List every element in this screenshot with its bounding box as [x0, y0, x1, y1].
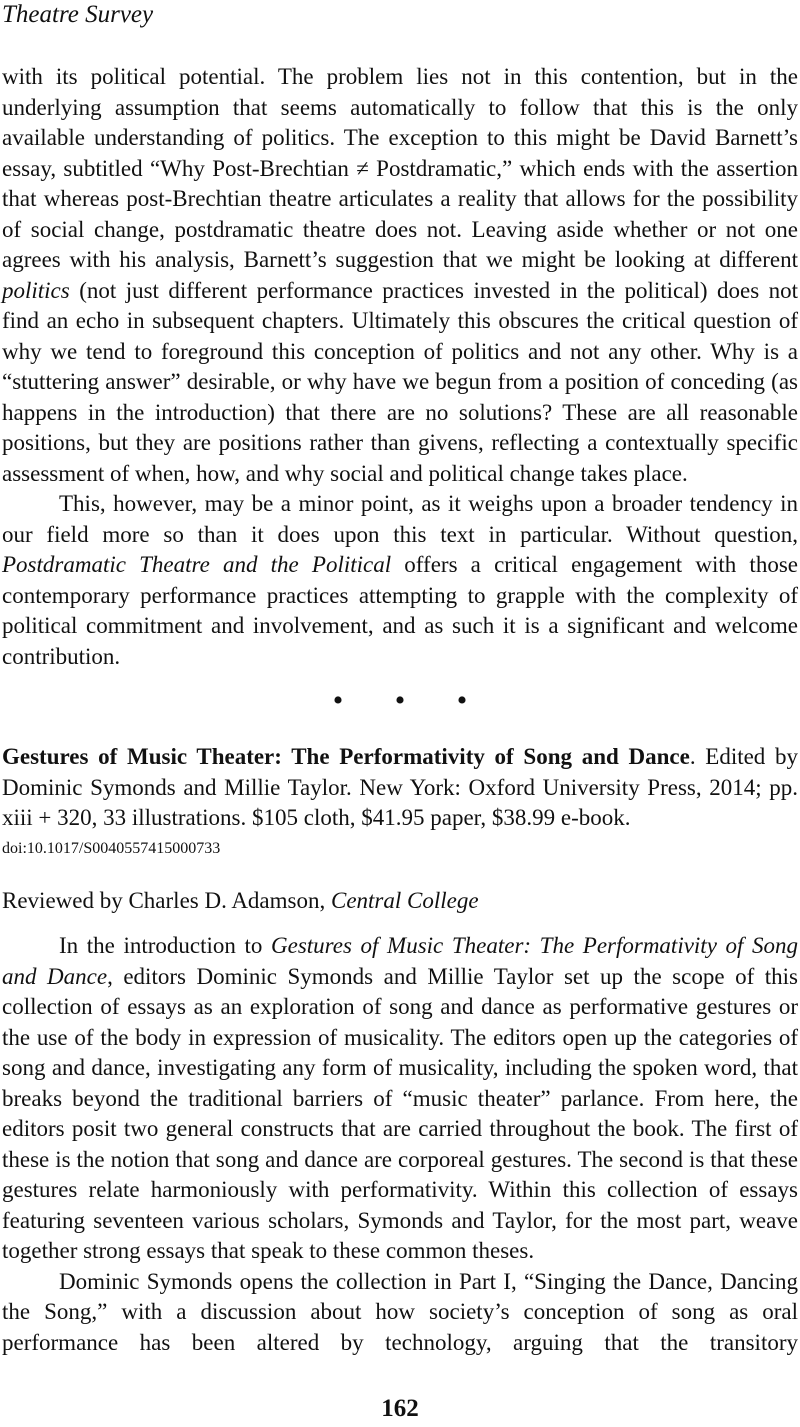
new-review-body: [2, 931, 798, 1358]
continued-review-body: [2, 62, 798, 672]
text-run: In the introduction to: [59, 933, 272, 958]
page-number: 162: [381, 1395, 419, 1422]
review-paragraph: [2, 931, 798, 1267]
doi: doi:10.1017/S0040557415000733: [2, 839, 221, 857]
text-run: Dominic Symonds opens the collection in Part I, “Singing the Dance, Dancing the Song,” with a discussion about how society’s conception of song as oral performance has been altered by technology, arguing that the transitory: [2, 1268, 798, 1355]
citation-details: . Edited by Dominic Symonds and Millie Taylor. New York: Oxford University Press, 2014; pp. xiii + 320, 33 illustrations. $105 cloth, $41.95 paper, $38.99 e-book.: [2, 744, 799, 830]
review-paragraph: [2, 62, 798, 489]
book-title: Gestures of Music Theater: The Performativity of Song and Dance: [2, 744, 690, 769]
citation-text: [2, 742, 798, 834]
text-run: , editors Dominic Symonds and Millie Taylor set up the scope of this collection of essays as an exploration of song and dance as performative gestures or the use of the body in expression of musicality. The editors open up the categories of song and dance, investigating any form of musicality, including the spoken word, that breaks beyond the traditional barriers of “music theater” parlance. From here, the editors posit two general constructs that are carried throughout the book. The first of these is the notion that song and dance are corporeal gestures. The second is that these gestures relate harmoniously with performativity. Within this collection of essays featuring seventeen various scholars, Symonds and Taylor, for the most part, weave together strong essays that speak to these common theses.: [2, 963, 798, 1263]
text-run-italic: Postdramatic Theatre and the Political: [2, 552, 392, 577]
text-run-italic: politics: [2, 277, 70, 303]
reviewer-affiliation: Central College: [330, 888, 479, 913]
review-paragraph: [2, 1267, 798, 1359]
book-citation: [2, 742, 798, 862]
review-paragraph: [2, 489, 798, 672]
text-run: with its political potential. The problem lies not in this contention, but in the underlying assumption that seems automatically to follow that this is the only available understanding of politics. The exception to this might be David Barnett’s essay, subtitled “Why Post-Brechtian ≠ Postdramatic,” which ends with the assertion that whereas post-Brechtian theatre articulates a reality that allows for the possibility of social change, postdramatic theatre does not. Leaving aside whether or not one agrees with his analysis, Barnett’s suggestion that we might be looking at different: [2, 64, 798, 272]
text-run-italic: Gestures of Music Theater: The Performativity of Song and Dance: [2, 933, 799, 989]
reviewer-line: [2, 886, 798, 916]
text-run: offers a critical engagement with those contemporary performance practices attempting to grapple with the complexity of political commitment and involvement, and as such it is a significant and welcome contribution.: [2, 552, 798, 669]
text-run: (not just different performance practices invested in the political) does not find an echo in subsequent chapters. Ultimately this obscures the critical question of why we tend to foreground this conception of politics and not any other. Why is a “stuttering answer” desirable, or why have we begun from a position of conceding (as happens in the introduction) that there are no solutions? These are all reasonable positions, but they are positions rather than givens, reflecting a contextually specific assessment of when, how, and why social and political change takes place.: [2, 277, 798, 486]
reviewer-name: Reviewed by Charles D. Adamson,: [2, 888, 331, 913]
section-divider: • • •: [332, 684, 490, 717]
running-head: Theatre Survey: [2, 1, 154, 28]
text-run: This, however, may be a minor point, as it weighs upon a broader tendency in our field more so than it does upon this text in particular. Without question,: [2, 491, 798, 547]
